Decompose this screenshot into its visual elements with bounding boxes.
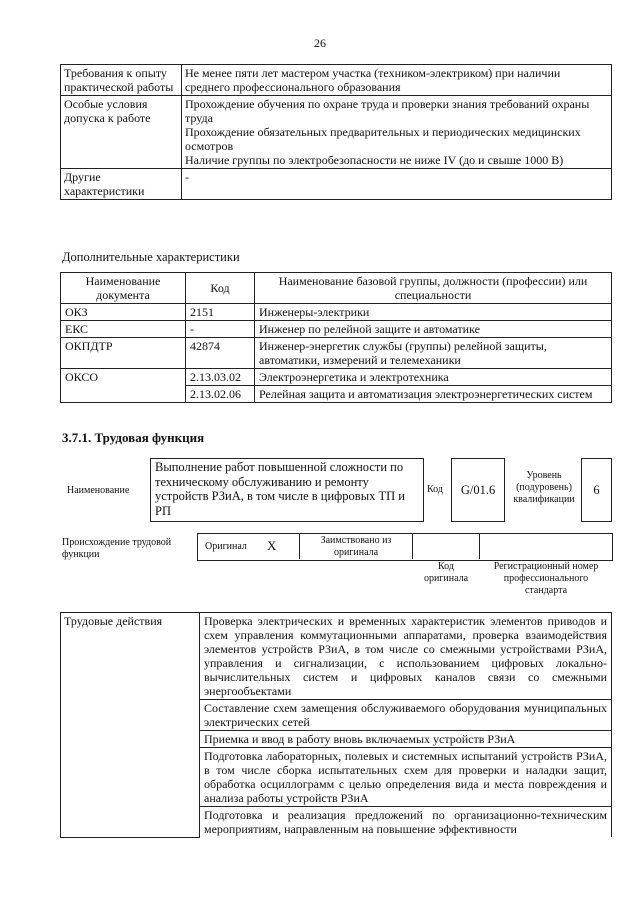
requirement-line: Прохождение обучения по охране труда и проверки знания требований охраны труда	[185, 97, 590, 125]
cell-code: 2151	[186, 304, 255, 321]
table-row	[61, 169, 612, 200]
qualification-level-value: 6	[581, 458, 612, 522]
table-row	[61, 338, 612, 369]
header-name: Наименование базовой группы, должности (профессии) или специальности	[255, 273, 612, 304]
labour-action-item: Проверка электрических и временных характеристик элементов приводов и схем управления коммутационными аппаратами, проверка взаимодействия элементов устройств РЗиА, в том числе со смежными устройствами РЗиА, управления и сигнализации, с использованием цифровых локально-вычислительных систем и цифровых каналов связи со смежными энергообъектами	[200, 613, 612, 700]
requirement-value	[182, 96, 612, 169]
function-code-value: G/01.6	[451, 458, 505, 522]
cell-name: Электроэнергетика и электротехника	[255, 369, 612, 386]
cell-name: Инженер по релейной защите и автоматике	[255, 321, 612, 338]
table-row	[61, 304, 612, 321]
table-row	[61, 321, 612, 338]
requirement-value	[182, 169, 612, 200]
labour-actions-table	[60, 612, 612, 838]
labour-actions-label: Трудовые действия	[61, 613, 200, 838]
original-label: Оригинал	[205, 541, 247, 552]
requirements-table	[60, 64, 612, 200]
cell-document: ОКЗ	[61, 304, 186, 321]
labour-action-item: Подготовка лабораторных, полевых и системных испытаний устройств РЗиА, в том числе сборка испытательных схем для проверки и наладки защит, обработка осциллограмм с целью определения вида и места повреждения и анализа работы устройств РЗиА	[200, 748, 612, 807]
requirement-label: Требования к опыту практической работы	[61, 65, 182, 96]
labour-action-item: Составление схем замещения обслуживаемого оборудования муниципальных электрических сетей	[200, 700, 612, 731]
requirement-line: Не менее пяти лет мастером участка (техником-электриком) при наличии среднего профессионального образования	[185, 66, 561, 94]
requirement-line: -	[185, 170, 189, 184]
origin-divider	[412, 533, 413, 559]
origin-label: Происхождение трудовой функции	[62, 537, 172, 560]
table-row	[61, 613, 612, 700]
labour-action-item: Подготовка и реализация предложений по организационно-техническим мероприятиям, направленным на повышение эффективности	[200, 807, 612, 838]
header-code: Код	[186, 273, 255, 304]
additional-table	[60, 272, 612, 403]
cell-name: Инженеры-электрики	[255, 304, 612, 321]
table-row	[61, 369, 612, 386]
cell-code: 2.13.03.02	[186, 369, 255, 386]
cell-code: 42874	[186, 338, 255, 369]
page-number: 26	[314, 36, 326, 50]
cell-name: Инженер-энергетик службы (группы) релейной защиты, автоматики, измерений и телемеханики	[255, 338, 612, 369]
cell-document: ОКПДТР	[61, 338, 186, 369]
requirement-label: Особые условия допуска к работе	[61, 96, 182, 169]
table-header-row	[61, 273, 612, 304]
requirement-label: Другие характеристики	[61, 169, 182, 200]
section-title: 3.7.1. Трудовая функция	[62, 430, 205, 445]
requirement-line: Наличие группы по электробезопасности не ниже IV (до и свыше 1000 В)	[185, 153, 564, 167]
function-name-value: Выполнение работ повышенной сложности по техническому обслуживанию и ремонту устройств РЗиА, в том числе в цифровых ТП и РП	[150, 458, 424, 522]
borrowed-label: Заимствовано из оригинала	[320, 535, 392, 558]
qualification-level-label: Уровень (подуровень) квалификации	[513, 470, 575, 505]
function-name-label: Наименование	[67, 485, 130, 496]
origin-divider	[299, 533, 300, 559]
original-code-caption: Код оригинала	[423, 561, 469, 584]
requirement-line: Прохождение обязательных предварительных и периодических медицинских осмотров	[185, 125, 581, 153]
additional-title: Дополнительные характеристики	[62, 250, 240, 264]
function-code-label: Код	[427, 484, 443, 495]
table-row	[61, 96, 612, 169]
cell-code: 2.13.02.06	[186, 386, 255, 403]
original-mark: X	[267, 538, 277, 553]
cell-code: -	[186, 321, 255, 338]
registration-number-caption: Регистрационный номер профессионального стандарта	[493, 561, 599, 596]
table-row	[61, 65, 612, 96]
cell-name: Релейная защита и автоматизация электроэнергетических систем	[255, 386, 612, 403]
requirement-value	[182, 65, 612, 96]
cell-document: ОКСО	[61, 369, 186, 403]
header-document: Наименование документа	[61, 273, 186, 304]
labour-action-item: Приемка и ввод в работу вновь включаемых устройств РЗиА	[200, 731, 612, 748]
origin-divider	[479, 533, 480, 559]
cell-document: ЕКС	[61, 321, 186, 338]
